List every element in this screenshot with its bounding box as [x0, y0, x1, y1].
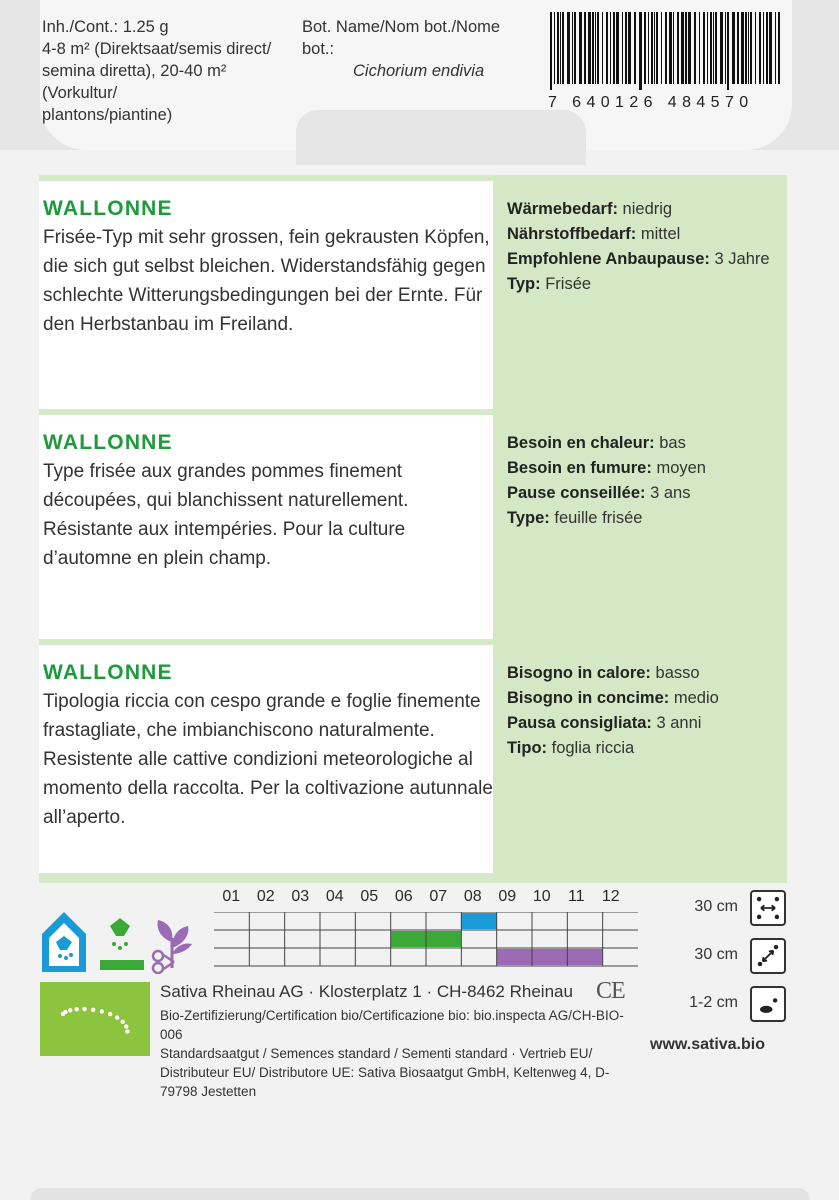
variety-description: Frisée-Typ mit sehr grossen, fein gekrausten Köpfen, die sich gut selbst bleichen. Widerstandsfähig gegen schlechte Witterungsbedingungen bei der Ernte. Für den Herbstanbau im Freiland.: [43, 227, 490, 335]
info-value: medio: [673, 689, 719, 707]
calendar-bar-harvest: [567, 949, 602, 965]
eu-star: [125, 1029, 129, 1033]
eu-organic-logo: [40, 982, 150, 1056]
barcode-bar: [688, 12, 691, 84]
botanical-name-label: Bot. Name/Nom bot./Nome bot.:: [302, 18, 501, 58]
barcode-bar: [685, 12, 687, 84]
barcode-bar: [562, 12, 564, 84]
barcode-bar: [699, 12, 700, 84]
cultivation-icons: [40, 908, 200, 974]
description-column: [39, 175, 493, 409]
info-row: [507, 686, 787, 711]
distribution-line: Standardsaatgut / Semences standard / Sementi standard · Vertrieb EU/ Distributeur EU/ Distributore UE: Sativa Biosaatgut GmbH, Keltenweg 4, D-79798 Jestetten: [160, 1046, 610, 1099]
barcode-bar: [567, 12, 570, 84]
info-list: [507, 431, 787, 531]
sowing-depth-icon: [750, 986, 786, 1022]
contents-info: [42, 16, 302, 126]
eu-star: [108, 1012, 112, 1016]
eu-star: [100, 1009, 104, 1013]
variety-description: Tipologia riccia con cespo grande e foglie finemente frastagliate, che imbianchiscono naturalmente. Resistente alle cattive condizioni meteorologiche al momento della raccolta. Per la coltivazione autunnale all’aperto.: [43, 691, 493, 828]
info-row: [507, 272, 787, 297]
barcode-bar: [625, 12, 627, 84]
barcode-bar: [572, 12, 573, 84]
barcode-bar: [606, 12, 608, 84]
barcode-bar: [707, 12, 708, 84]
info-value: niedrig: [622, 200, 673, 218]
eu-star: [68, 1008, 72, 1012]
calendar-month: 04: [325, 888, 344, 905]
calendar-month: 05: [360, 888, 379, 905]
website-link[interactable]: www.sativa.bio: [650, 1036, 765, 1053]
barcode-bar: [715, 12, 717, 84]
row-spacing: [660, 888, 790, 928]
info-label: Bisogno in concime:: [507, 689, 670, 707]
barcode-bar: [610, 12, 611, 84]
ce-mark: CE: [596, 978, 625, 1004]
calendar-month: 02: [256, 888, 275, 905]
info-value: feuille frisée: [554, 509, 643, 527]
sowing-calendar: [214, 888, 638, 970]
barcode-bar: [748, 12, 749, 84]
info-panel: [493, 409, 787, 639]
barcode-bar: [720, 12, 723, 84]
info-label: Besoin en chaleur:: [507, 434, 655, 452]
plant-spacing-icon: [750, 938, 786, 974]
eu-star: [75, 1007, 79, 1011]
calendar-month: 03: [291, 888, 310, 905]
botanical-name: [302, 16, 532, 82]
info-value: moyen: [656, 459, 706, 477]
variety-title: WALLONNE: [43, 197, 173, 220]
barcode-bar: [713, 12, 714, 84]
calendar-month: 09: [498, 888, 517, 905]
barcode-bar: [613, 12, 615, 84]
info-row: [507, 247, 787, 272]
calendar-months: [214, 888, 638, 912]
barcode-bar: [639, 12, 642, 90]
calendar-month: 10: [532, 888, 551, 905]
barcode-bar: [579, 12, 582, 84]
bottom-divider: [39, 873, 787, 883]
barcode-bar: [648, 12, 649, 84]
info-panel: [493, 639, 787, 873]
barcode-bar: [622, 12, 623, 84]
barcode-bar: [661, 12, 662, 84]
info-row: [507, 456, 787, 481]
info-row: [507, 711, 787, 736]
barcode-bar: [628, 12, 631, 84]
calendar-month: 06: [394, 888, 413, 905]
info-label: Pausa consigliata:: [507, 714, 652, 732]
info-value: 3 anni: [656, 714, 702, 732]
barcode-bar: [741, 12, 744, 84]
spacing-label: 1-2 cm: [689, 994, 738, 1011]
info-value: 3 ans: [650, 484, 691, 502]
calendar-month: 12: [601, 888, 620, 905]
barcode-bar: [550, 12, 552, 90]
info-label: Wärmebedarf:: [507, 200, 618, 218]
certification-line: Bio-Zertifizierung/Certification bio/Certificazione bio: bio.inspecta AG/CH-BIO-006: [160, 1008, 624, 1042]
barcode-bar: [656, 12, 658, 84]
calendar-bar-sowing-direct: [426, 931, 461, 947]
eu-star: [121, 1020, 125, 1024]
spacing-label: 30 cm: [694, 946, 738, 963]
info-row: [507, 197, 787, 222]
botanical-name-value: Cichorium endivia: [353, 62, 485, 80]
certification-text: [160, 1006, 640, 1101]
barcode-bar: [597, 12, 599, 84]
info-label: Typ:: [507, 275, 541, 293]
variety-title: WALLONNE: [43, 661, 173, 684]
calendar-month: 07: [429, 888, 448, 905]
barcode-bar: [574, 12, 576, 84]
info-value: Frisée: [545, 275, 592, 293]
barcode-bar: [710, 12, 712, 84]
info-label: Besoin en fumure:: [507, 459, 652, 477]
info-label: Empfohlene Anbaupause:: [507, 250, 710, 268]
calendar-bar-harvest: [532, 949, 567, 965]
barcode-bar: [554, 12, 555, 84]
barcode-bar: [602, 12, 603, 84]
info-row: [507, 431, 787, 456]
barcode-bar: [595, 12, 596, 84]
info-label: Nährstoffbedarf:: [507, 225, 637, 243]
contents-line: 4-8 m² (Direktsaat/semis direct/: [42, 40, 272, 58]
packet-bottom-edge: [30, 1188, 810, 1200]
info-value: bas: [659, 434, 686, 452]
direct-sowing-icon: [100, 918, 144, 970]
barcode-bar: [703, 12, 705, 84]
barcode-bar: [669, 12, 672, 84]
harvest-icon: [153, 920, 192, 973]
contents-line: semina diretta), 20-40 m² (Vorkultur/: [42, 62, 227, 102]
info-value: 3 Jahre: [714, 250, 770, 268]
info-panel: [493, 175, 787, 409]
barcode-bar: [694, 12, 696, 84]
info-row: [507, 736, 787, 761]
barcode-bar: [616, 12, 619, 84]
barcode-bar: [766, 12, 768, 84]
eu-star: [82, 1007, 86, 1011]
hanger-notch: [296, 110, 586, 165]
info-value: mittel: [640, 225, 681, 243]
spacing-info: [660, 886, 790, 1026]
info-label: Pause conseillée:: [507, 484, 646, 502]
info-value: foglia riccia: [551, 739, 635, 757]
variety-title: WALLONNE: [43, 431, 173, 454]
barcode-number: 7 640126 484570: [548, 94, 754, 111]
barcode-bar: [681, 12, 684, 84]
eu-star: [91, 1008, 95, 1012]
barcode-bar: [745, 12, 747, 84]
description-column: [39, 639, 493, 873]
section-french: [39, 409, 787, 639]
barcode-bar: [665, 12, 667, 84]
calendar-bar-harvest: [497, 949, 532, 965]
barcode-bar: [584, 12, 586, 84]
info-label: Tipo:: [507, 739, 548, 757]
info-row: [507, 661, 787, 686]
variety-description: Type frisée aux grandes pommes finement découpées, qui blanchissent naturellement. Résistante aux intempéries. Pour la culture d’automne en plein champ.: [43, 461, 409, 569]
section-italian: [39, 639, 787, 873]
contents-line: Inh./Cont.: 1.25 g: [42, 18, 169, 36]
barcode-bar: [725, 12, 726, 84]
eu-star: [63, 1010, 67, 1014]
calendar-bar-sowing-greenhouse: [461, 913, 496, 929]
barcode-bar: [651, 12, 653, 84]
barcode-bar: [759, 12, 761, 84]
company-address: Sativa Rheinau AG · Klosterplatz 1 · CH-8462 Rheinau: [160, 982, 573, 1001]
info-label: Bisogno in calore:: [507, 664, 651, 682]
barcode-bar: [778, 12, 780, 84]
barcode-bar: [763, 12, 764, 84]
info-row: [507, 481, 787, 506]
sowing-depth: [660, 984, 790, 1024]
info-label: Type:: [507, 509, 550, 527]
calendar-month: 01: [222, 888, 241, 905]
info-list: [507, 661, 787, 761]
barcode-bar: [677, 12, 679, 84]
row-spacing-icon: [750, 890, 786, 926]
barcode-bar: [560, 12, 561, 84]
barcode-bar: [634, 12, 636, 84]
barcode-bar: [592, 12, 594, 84]
barcode-bar: [673, 12, 674, 84]
barcode-bar: [654, 12, 655, 84]
section-german: [39, 175, 787, 409]
calendar-grid: [214, 912, 638, 968]
barcode: [548, 12, 784, 90]
info-row: [507, 222, 787, 247]
spacing-label: 30 cm: [694, 898, 738, 915]
barcode-bar: [775, 12, 776, 84]
info-list: [507, 197, 787, 297]
eu-star: [115, 1015, 119, 1019]
barcode-bar: [644, 12, 646, 84]
barcode-bar: [750, 12, 752, 84]
calendar-month: 08: [463, 888, 482, 905]
info-row: [507, 506, 787, 531]
barcode-bar: [557, 12, 559, 84]
barcode-bar: [769, 12, 772, 84]
calendar-bar-sowing-direct: [391, 931, 426, 947]
plant-spacing: [660, 936, 790, 976]
barcode-bar: [755, 12, 756, 84]
greenhouse-sowing-icon: [42, 912, 86, 972]
description-column: [39, 409, 493, 639]
info-value: basso: [655, 664, 700, 682]
contents-line: plantons/piantine): [42, 106, 173, 124]
barcode-bar: [727, 12, 729, 90]
barcode-bar: [588, 12, 591, 84]
eu-star: [124, 1024, 128, 1028]
calendar-month: 11: [567, 888, 585, 905]
barcode-bar: [737, 12, 739, 84]
barcode-bar: [732, 12, 735, 84]
